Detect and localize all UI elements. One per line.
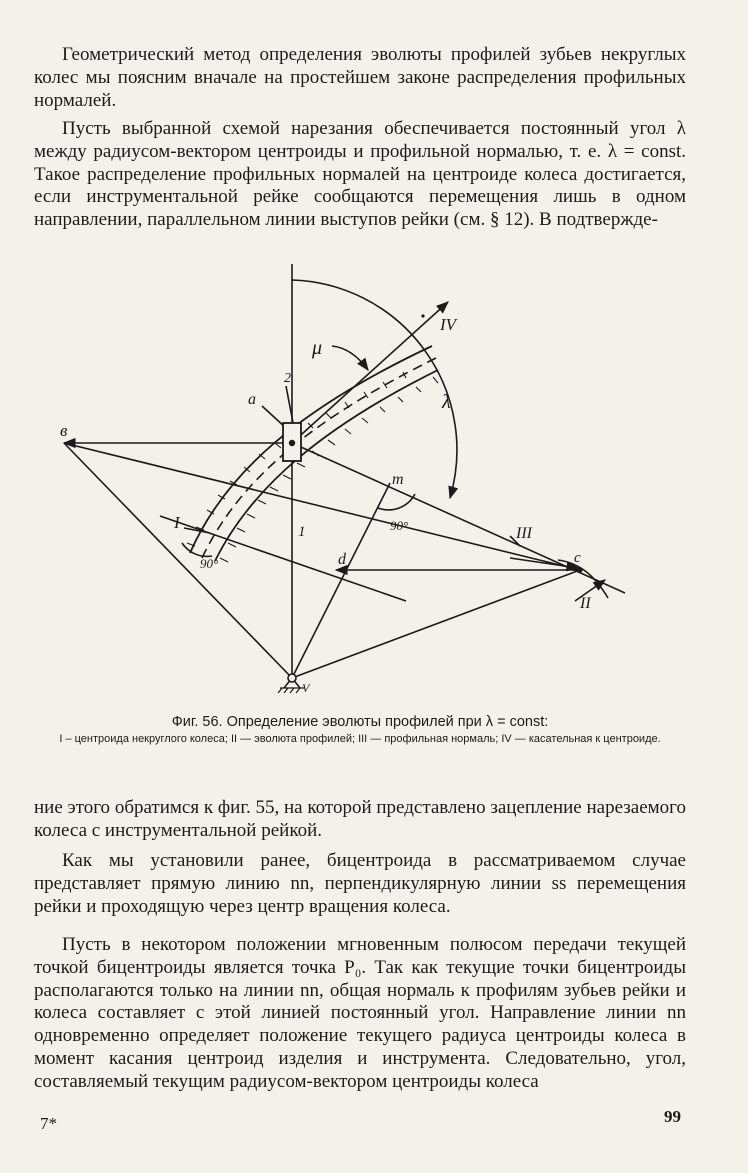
caption-legend: I – центроида некруглого колеса; II — эволюта профилей; III — профильная нормаль; IV — касательная к центроиде.	[59, 733, 661, 745]
arrow-to-c	[510, 558, 578, 568]
figure-56	[40, 258, 690, 708]
label-angle-m: 90°	[390, 518, 409, 533]
base-pivot	[288, 674, 296, 682]
label-m: m	[392, 471, 404, 488]
figure-caption	[34, 712, 686, 747]
label-2: 2	[284, 371, 291, 386]
lambda-arc	[292, 280, 457, 498]
label-mu: μ	[312, 337, 323, 359]
label-angle-I: 90°	[200, 556, 219, 571]
label-a: a	[248, 391, 256, 408]
mu-leader	[332, 346, 368, 370]
label-1: 1	[298, 524, 306, 540]
label-roman-I: I	[174, 513, 180, 532]
paragraph-intro: Геометрический метод определения эволюты профилей зубьев некруглых колес мы поясним вначале на простейшем законе распределения профильных нормалей.	[34, 44, 686, 111]
slider-pivot	[289, 440, 295, 446]
ground-hatching	[278, 688, 304, 693]
tangent-line	[292, 302, 448, 443]
label-roman-II: II	[580, 595, 591, 612]
paragraph-fig55: ние этого обратимся к фиг. 55, на которой представлено зацепление нарезаемого колеса с инструментальной рейкой.	[34, 797, 686, 841]
line-v-c	[292, 570, 580, 678]
dot-c	[577, 567, 582, 572]
line-v-m	[292, 483, 390, 678]
label-roman-III: III	[516, 525, 532, 542]
label-c: c	[574, 550, 581, 566]
line-b-c	[64, 443, 580, 570]
label-v: V	[302, 681, 310, 695]
caption-title: Фиг. 56. Определение эволюты профилей при λ = const:	[171, 714, 549, 730]
stray-dot	[421, 314, 424, 317]
paragraph-pole: Пусть в некотором положении мгновенным полюсом передачи текущей точкой бицентроиды является точка P₀. Так как текущие точки бицентроиды располагаются только на линии nn, общая нормаль к профилям зубьев рейки и колеса составляет с этой линией постоянный угол. Направление линии nn одновременно определяет положение текущего радиуса центроиды колеса в момент касания центроид изделия и инструмента. Следовательно, угол, составляемый текущим радиусом-вектором центроиды колеса	[34, 934, 686, 1092]
paragraph-bicentroid: Как мы установили ранее, бицентроида в рассматриваемом случае представляет прямую линию nn, перпендикулярную линии ss перемещения рейки и проходящую через центр вращения колеса.	[34, 850, 686, 917]
label-lambda: λ	[442, 391, 451, 413]
label-d: d	[338, 551, 346, 568]
line-through-I	[160, 516, 409, 601]
paragraph-constant-angle: Пусть выбранной схемой нарезания обеспечивается постоянный угол λ между радиусом-вектором центроиды и профильной нормалью, т. е. λ = const. Такое распределение профильных нормалей на центроиде колеса достигается, если инструментальной рейке сообщаются перемещения лишь в одном направлении, параллельном линии выступов рейки (см. § 12). В подтвержде-	[34, 118, 686, 231]
signature-mark: 7*	[40, 1114, 57, 1133]
page-number: 99	[664, 1107, 681, 1126]
label-roman-IV: IV	[440, 315, 457, 334]
right-angle-arc-I	[182, 543, 212, 556]
label-b: в	[60, 421, 68, 440]
